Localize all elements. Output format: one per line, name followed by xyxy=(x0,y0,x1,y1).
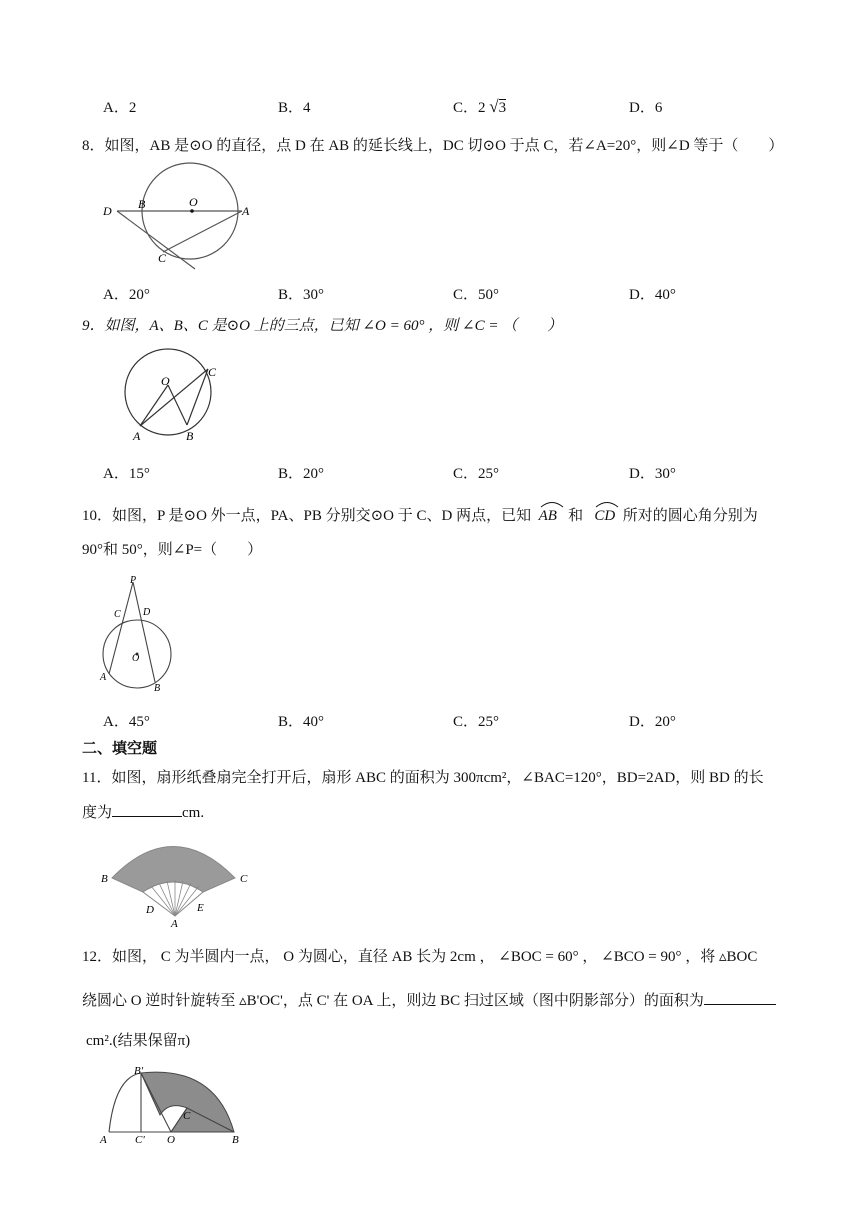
q10-arc-ab xyxy=(539,502,557,526)
q7-option-a: A．2 xyxy=(103,100,137,116)
q10-figure xyxy=(95,574,185,694)
q11-label-e: E xyxy=(197,902,204,914)
q10-option-c: C．25° xyxy=(453,714,500,730)
section-title: 二、填空题 xyxy=(82,739,158,757)
q10-label-c: C xyxy=(114,609,121,620)
q10-label-b: B xyxy=(154,683,161,694)
q12-label-c-prime: C' xyxy=(135,1134,145,1146)
q8-option-a: A．20° xyxy=(103,287,150,303)
q10-label-d: D xyxy=(143,607,151,618)
q11-label-a: A xyxy=(171,918,178,930)
q12-line3: cm².(结果保留π) xyxy=(86,1033,191,1049)
q9-figure xyxy=(115,343,225,448)
q8-text: 8．如图，AB 是⊙O 的直径，点 D 在 AB 的延长线上，DC 切⊙O 于点 C，若∠A=20°，则∠D 等于（ ） xyxy=(82,138,784,154)
q8-label-c: C xyxy=(158,251,167,265)
q9-text: 9．如图，A、B、C 是⊙O 上的三点，已知 ∠O = 60° ，则 ∠C = （ ） xyxy=(82,318,563,334)
q11-line1: 11．如图，扇形纸叠扇完全打开后，扇形 ABC 的面积为 300πcm²，∠BAC=120°，BD=2AD，则 BD 的长 xyxy=(82,770,764,786)
q8-option-b: B．30° xyxy=(278,287,325,303)
q9-label-c: C xyxy=(208,365,217,379)
q10-line1 xyxy=(82,502,758,526)
sqrt-symbol: √ xyxy=(489,97,499,116)
q10-option-d: D．20° xyxy=(629,714,676,730)
q8-label-a: A xyxy=(242,204,250,218)
q7-option-c xyxy=(453,96,506,117)
q11-figure xyxy=(95,830,265,930)
q8-label-o: O xyxy=(189,195,198,209)
q12-label-b: B xyxy=(232,1134,239,1146)
q10-text-a: 10．如图，P 是⊙O 外一点，PA、PB 分别交⊙O 于 C、D 两点，已知 xyxy=(82,508,532,524)
q11-label-d: D xyxy=(146,904,154,916)
q11-line2-post: cm. xyxy=(182,805,205,821)
q7-option-c-label: C．2 xyxy=(453,100,486,116)
q9-label-o: O xyxy=(161,374,170,388)
q11-line2 xyxy=(82,802,204,823)
q9-option-a: A．15° xyxy=(103,466,150,482)
q10-arc-cd xyxy=(594,502,615,526)
q10-line2: 90°和 50°，则∠P=（ ） xyxy=(82,542,263,558)
q10-text-b: 和 xyxy=(568,508,584,524)
q9-option-d: D．30° xyxy=(629,466,676,482)
q9-option-c: C．25° xyxy=(453,466,500,482)
q8-figure xyxy=(95,158,255,276)
q12-label-o: O xyxy=(167,1134,175,1146)
q12-figure xyxy=(95,1063,255,1148)
q7-sqrt-value: 3 xyxy=(498,100,507,116)
q10-arc-ab-label: AB xyxy=(538,508,557,524)
q12-answer-blank[interactable] xyxy=(704,990,776,1005)
q8-option-d: D．40° xyxy=(629,287,676,303)
q10-arc-cd-label: CD xyxy=(594,508,616,524)
q10-label-p: P xyxy=(130,575,137,586)
q7-option-d: D．6 xyxy=(629,100,663,116)
q7-option-b: B．4 xyxy=(278,100,311,116)
q12-line1: 12．如图， C 为半圆内一点， O 为圆心，直径 AB 长为 2cm ， ∠BOC = 60° ， ∠BCO = 90° ，将 ▵BOC xyxy=(82,949,758,965)
q11-answer-blank[interactable] xyxy=(112,802,182,817)
q12-label-a: A xyxy=(100,1134,107,1146)
q12-label-c: C xyxy=(183,1110,191,1122)
q8-label-b: B xyxy=(138,197,146,211)
q8-label-d: D xyxy=(103,204,112,218)
q9-label-b: B xyxy=(186,429,194,443)
q10-label-o: O xyxy=(132,653,140,664)
q10-option-b: B．40° xyxy=(278,714,325,730)
q12-line2 xyxy=(82,990,776,1011)
q10-label-a: A xyxy=(100,672,107,683)
q9-label-a: A xyxy=(133,429,141,443)
q12-label-b-prime: B' xyxy=(134,1065,144,1077)
q11-line2-pre: 度为 xyxy=(82,805,113,821)
q10-text-c: 所对的圆心角分别为 xyxy=(622,508,758,524)
q10-option-a: A．45° xyxy=(103,714,150,730)
q9-option-b: B．20° xyxy=(278,466,325,482)
q11-label-c: C xyxy=(240,873,248,885)
q12-line2-text: 绕圆心 O 逆时针旋转至 ▵B'OC'，点 C' 在 OA 上，则边 BC 扫过区域（图中阴影部分）的面积为 xyxy=(82,993,704,1009)
q11-label-b: B xyxy=(101,873,108,885)
q8-option-c: C．50° xyxy=(453,287,500,303)
